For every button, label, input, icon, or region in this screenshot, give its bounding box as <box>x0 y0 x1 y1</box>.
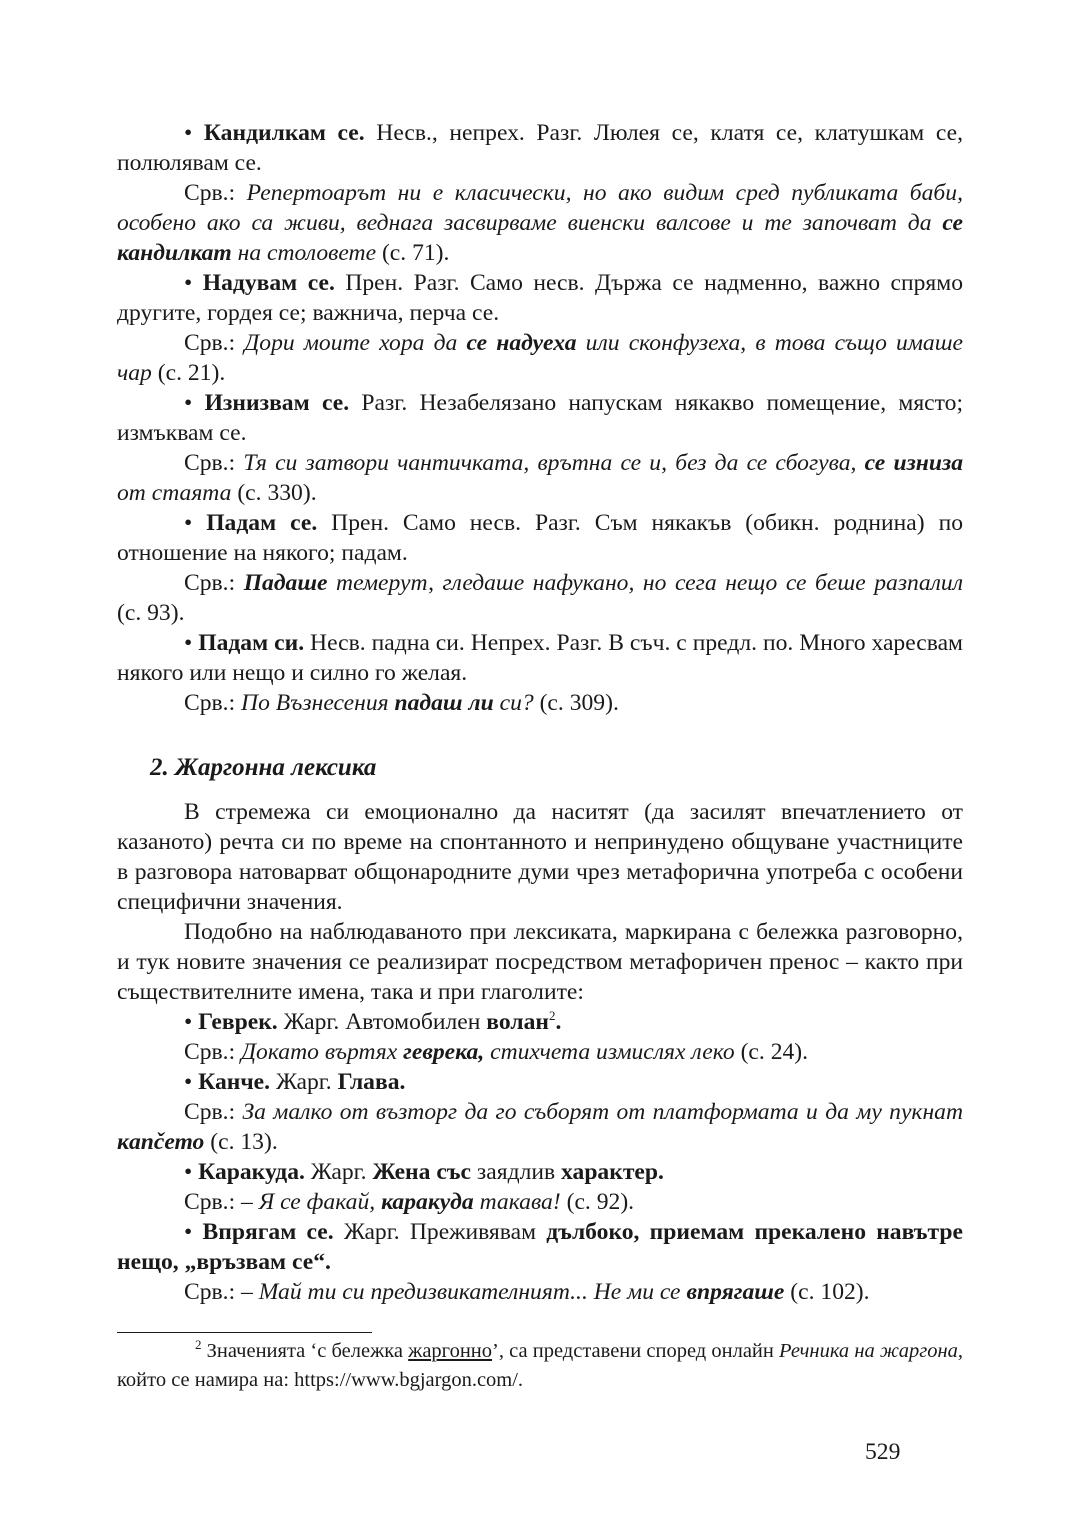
entry-term: Канче. <box>198 1069 271 1095</box>
entry-term: Геврек. <box>198 1009 278 1035</box>
jargon-entry <box>117 1157 963 1217</box>
entry <box>117 508 963 628</box>
entry-definition: • Каракуда. Жарг. Жена със заядлив характер. <box>184 1159 664 1185</box>
footnote-reference: 2 <box>549 1008 556 1024</box>
section-paragraph: В стремежа си емоционално да наситят (да засилят впечатлението от казаното) речта си по време на спонтанното и непринудено общуване участниците в разговора натоварват общонародните думи чрез метафорична употреба с особени специфични значения. <box>117 799 963 915</box>
entry-term: Падам си. <box>198 630 305 656</box>
footnote-text: $^2$ Значенията ‘с бележка жаргонно’, са представени според онлайн Речника на жаргона, който се намира на: https://www.bgjargon.com/. <box>117 1337 963 1391</box>
entry-definition: • Впрягам се. Жарг. Преживявам дълбоко, приемам прекалено навътре нещо, „връзвам се“. <box>117 1219 963 1275</box>
jargon-entry <box>117 1217 963 1307</box>
entry-list <box>117 118 963 718</box>
entry-term: Падам се. <box>206 510 318 536</box>
entry-example: Срв.: – Май ти си предизвикателният... Не ми се впрягаше (с. 102). <box>184 1279 870 1305</box>
entry <box>117 628 963 718</box>
entry-definition: • Изнизвам се. Разг. Незабелязано напускам някакво помещение, място; измъквам се. <box>117 390 963 446</box>
section-heading: 2. Жаргонна лексика <box>150 754 377 781</box>
entry-example: Срв.: Дори моите хора да се надуеха или сконфузеха, в това също имаше чар (с. 21). <box>117 330 963 386</box>
entry-term: Кандилкам се. <box>203 120 365 146</box>
entry <box>117 388 963 508</box>
entry-definition: • Канче. Жарг. Глава. <box>184 1069 406 1095</box>
entry <box>117 268 963 388</box>
entry-definition: • Падам се. Прен. Само несв. Разг. Съм някакъв (обикн. роднина) по отношение на някого; падам. <box>117 510 963 566</box>
entry-definition: • Падам си. Несв. падна си. Непрех. Разг. В съч. с предл. по. Много харесвам някого или нещо и силно го желая. <box>117 630 963 686</box>
jargon-entry <box>117 1067 963 1157</box>
footnote-mark: 2 <box>195 1337 202 1353</box>
entry-term: Изнизвам се. <box>204 390 350 416</box>
entry-term: Каракуда. <box>198 1159 305 1185</box>
jargon-entry <box>117 1007 963 1067</box>
entry-definition: • Кандилкам се. Несв., непрех. Разг. Люлея се, клатя се, клатушкам се, полюлявам се. <box>117 120 963 176</box>
entry-example: Срв.: Докато въртях геврека, стихчета измислях леко (с. 24). <box>184 1039 809 1065</box>
entry-term: Надувам се. <box>202 270 335 296</box>
entry-term: Впрягам се. <box>202 1219 334 1245</box>
entry <box>117 118 963 268</box>
entry-example: Срв.: Тя си затвори чантичката, врътна се и, без да се сбогува, се изниза от стаята (с. 330). <box>117 450 963 506</box>
entry-definition: • Геврек. Жарг. Автомобилен волан$^2$. <box>184 1008 562 1035</box>
section-paragraph: Подобно на наблюдаваното при лексиката, маркирана с бележка разговорно, и тук новите значения се реализират посредством метафоричен пренос – както при съществителните имена, така и при глаголите: <box>117 919 963 1005</box>
entry-example: Срв.: Репертоарът ни е класически, но ако видим сред публиката баби, особено ако са живи, веднага засвирваме виенски валсове и те започват да се кандилкат на столовете (с. 71). <box>117 180 963 266</box>
entry-definition: • Надувам се. Прен. Разг. Само несв. Държа се надменно, важно спрямо другите, гордея се; важнича, перча се. <box>117 270 963 326</box>
jargon-list <box>117 1007 963 1307</box>
footnote <box>117 1337 963 1395</box>
page-number: 529 <box>865 1439 901 1465</box>
page-content <box>117 118 963 1395</box>
entry-example: Срв.: За малко от възторг да го съборят от платформата и да му пукнат кančето (с. 13). <box>117 1099 963 1155</box>
footnote-divider <box>117 1332 372 1333</box>
entry-example: Срв.: По Възнесения падаш ли си? (с. 309). <box>184 690 619 716</box>
entry-example: Срв.: – Я се факай, каракуда такава! (с. 92). <box>184 1189 635 1215</box>
entry-example: Срв.: Падаше темерут, гледаше нафукано, но сега нещо се беше разпалил (с. 93). <box>117 570 963 626</box>
